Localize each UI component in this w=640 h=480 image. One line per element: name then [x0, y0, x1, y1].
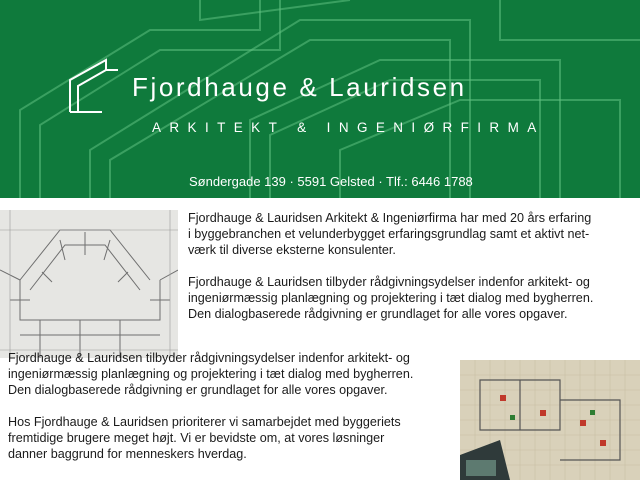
text-line: Hos Fjordhauge & Lauridsen prioriterer vi samarbejdet med byggeriets — [8, 415, 401, 429]
text-line: ingeniørmæssig planlægning og projektering i tæt dialog med bygherren. — [8, 367, 414, 381]
company-logo-icon — [66, 56, 122, 116]
intro-text — [188, 210, 632, 338]
intro-paragraph-2 — [188, 274, 632, 322]
text-line: Fjordhauge & Lauridsen tilbyder rådgivningsydelser indenfor arkitekt- og — [188, 275, 590, 289]
electrical-plan-photo — [460, 360, 640, 480]
lower-text — [8, 350, 460, 478]
text-line: Fjordhauge & Lauridsen Arkitekt & Ingeniørfirma har med 20 års erfaring — [188, 211, 592, 225]
text-line: værk til diverse eksterne konsulenter. — [188, 243, 396, 257]
lower-paragraph-2 — [8, 414, 460, 462]
floor-plan-drawing — [0, 210, 178, 358]
electrical-plan-drawing — [460, 360, 640, 480]
text-line: fremtidige brugere meget højt. Vi er bevidste om, at vores løsninger — [8, 431, 385, 445]
text-line: Den dialogbaserede rådgivning er grundlaget for alle vores opgaver. — [8, 383, 388, 397]
company-name: Fjordhauge & Lauridsen — [132, 72, 467, 102]
intro-paragraph-1 — [188, 210, 632, 258]
text-line: ingeniørmæssig planlægning og projektering i tæt dialog med bygherren. — [188, 291, 594, 305]
header-banner — [0, 0, 640, 198]
text-line: Fjordhauge & Lauridsen tilbyder rådgivningsydelser indenfor arkitekt- og — [8, 351, 410, 365]
floor-plan-photo — [0, 210, 178, 358]
text-line: Den dialogbaserede rådgivning er grundlaget for alle vores opgaver. — [188, 307, 568, 321]
text-line: i byggebranchen et velunderbygget erfaringsgrundlag samt et aktivt net- — [188, 227, 590, 241]
lower-paragraph-1 — [8, 350, 460, 398]
text-line: danner baggrund for menneskers hverdag. — [8, 447, 247, 461]
company-tagline: ARKITEKT & INGENIØRFIRMA — [152, 120, 545, 135]
company-address: Søndergade 139 · 5591 Gelsted · Tlf.: 6446 1788 — [189, 174, 473, 189]
